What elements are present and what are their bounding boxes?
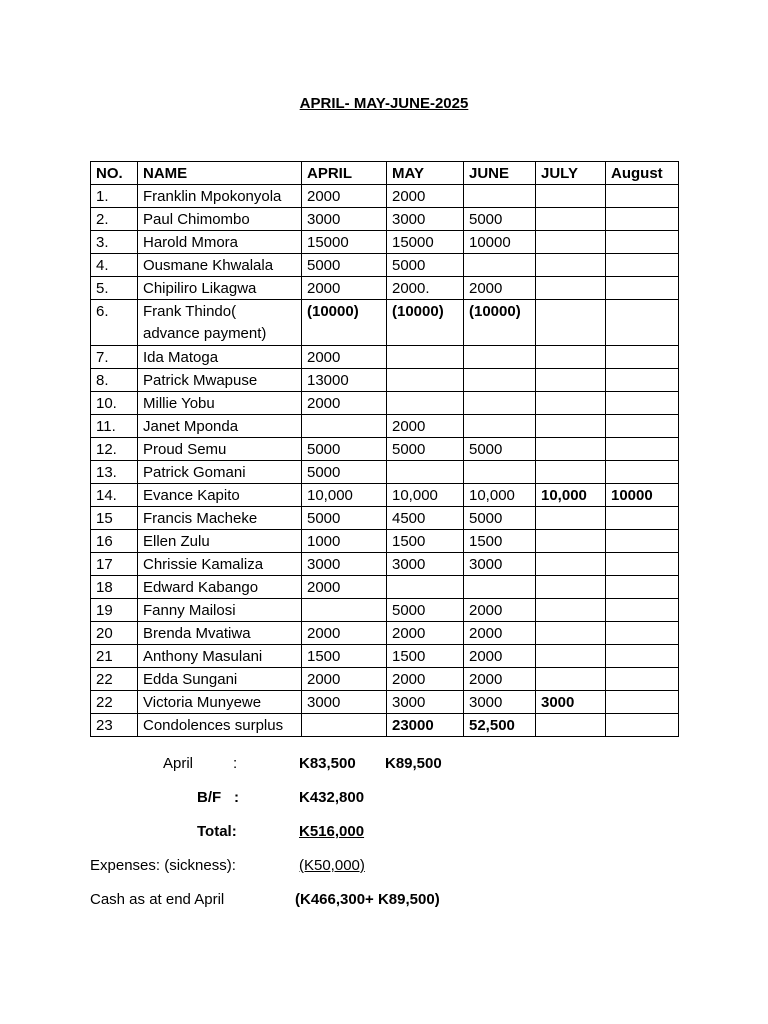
cell-no: 15 <box>91 507 138 530</box>
cell-august <box>606 668 679 691</box>
cell-august <box>606 507 679 530</box>
cell-name: Chrissie Kamaliza <box>138 553 302 576</box>
cell-may: 1500 <box>387 645 464 668</box>
table-row <box>91 576 679 599</box>
cell-august <box>606 300 679 346</box>
cell-may: 23000 <box>387 714 464 737</box>
cell-may: 2000 <box>387 185 464 208</box>
cell-april <box>302 599 387 622</box>
cell-no: 5. <box>91 277 138 300</box>
cell-june <box>464 185 536 208</box>
cell-name: Edda Sungani <box>138 668 302 691</box>
april-value-1: K83,500 <box>299 755 356 772</box>
cell-name: Victoria Munyewe <box>138 691 302 714</box>
cell-may <box>387 576 464 599</box>
header-june: JUNE <box>464 162 536 185</box>
cell-may: 3000 <box>387 208 464 231</box>
cell-no: 6. <box>91 300 138 346</box>
cell-june: 5000 <box>464 438 536 461</box>
cell-no: 7. <box>91 346 138 369</box>
cell-no: 8. <box>91 369 138 392</box>
table-row <box>91 461 679 484</box>
header-july: JULY <box>536 162 606 185</box>
cell-may <box>387 392 464 415</box>
bf-label: B/F <box>197 789 222 806</box>
cell-name: Proud Semu <box>138 438 302 461</box>
cell-no: 22 <box>91 668 138 691</box>
cell-may: 10,000 <box>387 484 464 507</box>
cell-june <box>464 369 536 392</box>
cell-august <box>606 415 679 438</box>
cell-july <box>536 668 606 691</box>
cell-name: Ousmane Khwalala <box>138 254 302 277</box>
bf-colon: : <box>234 789 239 806</box>
cell-no: 22 <box>91 691 138 714</box>
cell-may: 5000 <box>387 438 464 461</box>
cell-april: 5000 <box>302 254 387 277</box>
cell-no: 14. <box>91 484 138 507</box>
table-row <box>91 254 679 277</box>
cell-august <box>606 714 679 737</box>
cell-july <box>536 392 606 415</box>
header-name: NAME <box>138 162 302 185</box>
cell-june <box>464 346 536 369</box>
cell-august <box>606 530 679 553</box>
cell-august: 10000 <box>606 484 679 507</box>
cell-may <box>387 346 464 369</box>
cell-july: 10,000 <box>536 484 606 507</box>
cell-name: Franklin Mpokonyola <box>138 185 302 208</box>
table-row <box>91 277 679 300</box>
cell-april: 2000 <box>302 277 387 300</box>
cell-june: 5000 <box>464 208 536 231</box>
table-row <box>91 484 679 507</box>
table-row <box>91 208 679 231</box>
cell-august <box>606 369 679 392</box>
april-colon: : <box>233 755 238 772</box>
cell-july <box>536 530 606 553</box>
table-row <box>91 369 679 392</box>
table-header-row <box>91 162 679 185</box>
header-april: APRIL <box>302 162 387 185</box>
april-label: April <box>163 755 194 772</box>
cell-no: 21 <box>91 645 138 668</box>
table-row <box>91 346 679 369</box>
cell-no: 11. <box>91 415 138 438</box>
cell-may: 4500 <box>387 507 464 530</box>
table-row <box>91 714 679 737</box>
cell-july <box>536 300 606 346</box>
cell-no: 23 <box>91 714 138 737</box>
cell-no: 17 <box>91 553 138 576</box>
cell-name: Millie Yobu <box>138 392 302 415</box>
cell-may: 2000 <box>387 415 464 438</box>
cell-april: 5000 <box>302 438 387 461</box>
table-row <box>91 415 679 438</box>
cell-august <box>606 231 679 254</box>
cell-june: 10,000 <box>464 484 536 507</box>
cell-april: 3000 <box>302 553 387 576</box>
cell-april: 1000 <box>302 530 387 553</box>
cell-may: 1500 <box>387 530 464 553</box>
cell-august <box>606 208 679 231</box>
cell-july: 3000 <box>536 691 606 714</box>
cell-april: 2000 <box>302 668 387 691</box>
cell-name: Patrick Gomani <box>138 461 302 484</box>
table-row <box>91 599 679 622</box>
cell-april: 5000 <box>302 461 387 484</box>
table-row <box>91 185 679 208</box>
cell-april: 2000 <box>302 346 387 369</box>
cell-july <box>536 415 606 438</box>
header-no: NO. <box>91 162 138 185</box>
cell-name: Paul Chimombo <box>138 208 302 231</box>
cell-august <box>606 461 679 484</box>
cell-july <box>536 461 606 484</box>
cell-no: 12. <box>91 438 138 461</box>
cell-no: 4. <box>91 254 138 277</box>
cell-july <box>536 507 606 530</box>
cell-june: 2000 <box>464 599 536 622</box>
cell-name: Francis Macheke <box>138 507 302 530</box>
cell-june <box>464 254 536 277</box>
cell-june: 3000 <box>464 691 536 714</box>
table-row <box>91 231 679 254</box>
cell-name: Ida Matoga <box>138 346 302 369</box>
cell-july <box>536 645 606 668</box>
cell-may: 5000 <box>387 599 464 622</box>
cell-june: 10000 <box>464 231 536 254</box>
cell-april: 1500 <box>302 645 387 668</box>
bf-value: K432,800 <box>299 789 365 806</box>
cell-july <box>536 277 606 300</box>
cell-august <box>606 185 679 208</box>
table-row <box>91 691 679 714</box>
cell-may: 2000. <box>387 277 464 300</box>
cell-may: 3000 <box>387 553 464 576</box>
cell-april: 13000 <box>302 369 387 392</box>
cell-july <box>536 576 606 599</box>
cell-august <box>606 553 679 576</box>
cash-value: (K466,300+ K89,500) <box>295 891 440 908</box>
cell-name: Condolences surplus <box>138 714 302 737</box>
cell-may: 15000 <box>387 231 464 254</box>
cell-july <box>536 369 606 392</box>
cell-no: 18 <box>91 576 138 599</box>
cell-april: 3000 <box>302 208 387 231</box>
cell-july <box>536 254 606 277</box>
contributions-table <box>90 161 679 737</box>
table-row <box>91 668 679 691</box>
cell-august <box>606 277 679 300</box>
cell-may: 2000 <box>387 668 464 691</box>
cell-june <box>464 392 536 415</box>
cell-june <box>464 415 536 438</box>
cell-august <box>606 645 679 668</box>
table-row <box>91 438 679 461</box>
cell-april: 2000 <box>302 392 387 415</box>
cell-april: (10000) <box>302 300 387 346</box>
cell-no: 10. <box>91 392 138 415</box>
document-title: APRIL- MAY-JUNE-2025 <box>299 95 469 112</box>
cell-april: 2000 <box>302 576 387 599</box>
table-row <box>91 507 679 530</box>
cell-name: Harold Mmora <box>138 231 302 254</box>
cell-june: 2000 <box>464 622 536 645</box>
cell-june: 3000 <box>464 553 536 576</box>
cell-april: 3000 <box>302 691 387 714</box>
cell-july <box>536 599 606 622</box>
cell-june: 2000 <box>464 668 536 691</box>
cell-name: Brenda Mvatiwa <box>138 622 302 645</box>
cell-july <box>536 622 606 645</box>
cell-august <box>606 576 679 599</box>
cell-july <box>536 185 606 208</box>
cell-august <box>606 254 679 277</box>
table-row <box>91 645 679 668</box>
cell-june: 52,500 <box>464 714 536 737</box>
cell-july <box>536 231 606 254</box>
cell-august <box>606 392 679 415</box>
cell-april: 15000 <box>302 231 387 254</box>
cell-no: 1. <box>91 185 138 208</box>
expenses-value: (K50,000) <box>299 857 365 874</box>
total-label: Total: <box>197 823 237 840</box>
cell-name: Janet Mponda <box>138 415 302 438</box>
cell-may: (10000) <box>387 300 464 346</box>
table-row <box>91 622 679 645</box>
cell-no: 3. <box>91 231 138 254</box>
table-row <box>91 392 679 415</box>
cell-august <box>606 438 679 461</box>
cell-july <box>536 346 606 369</box>
cell-no: 16 <box>91 530 138 553</box>
cell-june: 2000 <box>464 277 536 300</box>
cell-april: 5000 <box>302 507 387 530</box>
cell-june: 5000 <box>464 507 536 530</box>
total-value: K516,000 <box>299 823 365 840</box>
table-row <box>91 530 679 553</box>
cell-july <box>536 208 606 231</box>
cell-no: 20 <box>91 622 138 645</box>
cell-name: Fanny Mailosi <box>138 599 302 622</box>
cell-june: 2000 <box>464 645 536 668</box>
cell-july <box>536 438 606 461</box>
cell-name: Edward Kabango <box>138 576 302 599</box>
cell-april: 2000 <box>302 185 387 208</box>
cell-name: Chipiliro Likagwa <box>138 277 302 300</box>
expenses-label: Expenses: (sickness): <box>90 857 236 874</box>
cell-no: 19 <box>91 599 138 622</box>
cell-august <box>606 599 679 622</box>
cell-may: 5000 <box>387 254 464 277</box>
cell-name: Frank Thindo( advance payment) <box>138 300 302 346</box>
cell-august <box>606 346 679 369</box>
cell-no: 13. <box>91 461 138 484</box>
cell-no: 2. <box>91 208 138 231</box>
table-row <box>91 300 679 346</box>
cell-may: 3000 <box>387 691 464 714</box>
cell-july <box>536 553 606 576</box>
cell-july <box>536 714 606 737</box>
cell-may <box>387 461 464 484</box>
cell-april: 2000 <box>302 622 387 645</box>
cash-label: Cash as at end April <box>90 891 225 908</box>
header-august: August <box>606 162 679 185</box>
cell-april: 10,000 <box>302 484 387 507</box>
cell-name: Anthony Masulani <box>138 645 302 668</box>
cell-june: 1500 <box>464 530 536 553</box>
cell-august <box>606 691 679 714</box>
april-value-2: K89,500 <box>385 755 442 772</box>
cell-april <box>302 714 387 737</box>
cell-april <box>302 415 387 438</box>
cell-name: Evance Kapito <box>138 484 302 507</box>
cell-june <box>464 461 536 484</box>
table-row <box>91 553 679 576</box>
cell-august <box>606 622 679 645</box>
header-may: MAY <box>387 162 464 185</box>
cell-name: Patrick Mwapuse <box>138 369 302 392</box>
cell-may: 2000 <box>387 622 464 645</box>
cell-june: (10000) <box>464 300 536 346</box>
cell-name: Ellen Zulu <box>138 530 302 553</box>
cell-may <box>387 369 464 392</box>
cell-june <box>464 576 536 599</box>
